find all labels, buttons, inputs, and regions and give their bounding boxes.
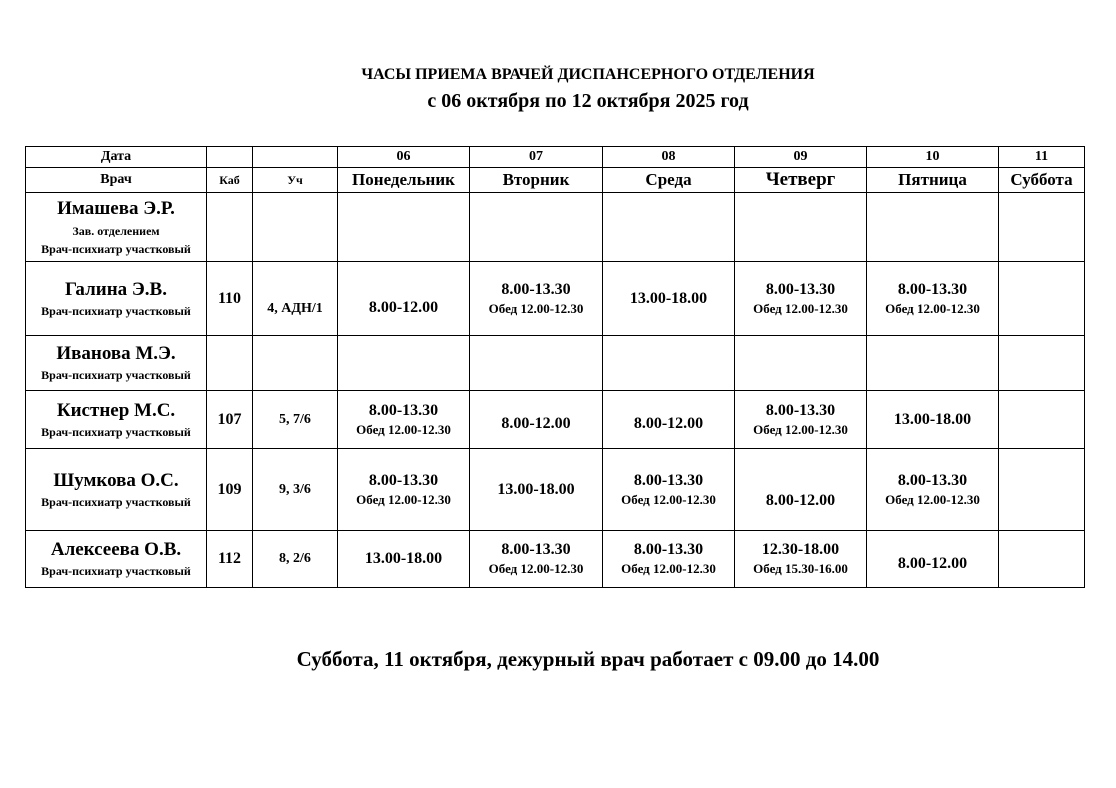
lunch-break: Обед 12.00-12.30 [621,561,716,576]
lunch-break: Обед 12.00-12.30 [621,491,716,507]
doctor-position: Врач-психиатр участковый [41,424,191,439]
lunch-break: Обед 15.30-16.00 [753,561,848,576]
schedule-cell [470,262,603,336]
weekday-header: Вторник [470,168,603,193]
schedule-cell [470,531,603,588]
schedule-cell [603,449,735,531]
hours: 8.00-13.30 [501,280,571,298]
schedule-cell [338,391,470,449]
room-cell: 112 [207,531,253,588]
doctor-cell [26,391,207,449]
doctor-position: Врач-психиатр участковый [41,241,191,256]
lunch-break: Обед 12.00-12.30 [356,491,451,507]
hours: 13.00-18.00 [629,289,708,307]
hours: 8.00-12.00 [765,491,836,509]
district-cell: 5, 7/6 [253,391,338,449]
weekday-header: Понедельник [338,168,470,193]
schedule-cell [735,449,867,531]
hours: 8.00-13.30 [501,541,571,558]
lunch-break: Обед 12.00-12.30 [753,300,848,316]
district-cell: 8, 2/6 [253,531,338,588]
weekday-header: Четверг [735,168,867,193]
date-cell: 10 [867,147,999,168]
doctor-name: Галина Э.В. [65,278,167,300]
hours: 8.00-12.00 [501,415,571,432]
hours: 13.00-18.00 [497,480,575,498]
doctor-cell [26,262,207,336]
schedule-cell [470,449,603,531]
schedule-cell [603,391,735,449]
lunch-break: Обед 12.00-12.30 [885,300,980,316]
dates-row [26,147,1085,168]
hours: 8.00-13.30 [368,401,439,419]
doctor-name: Кистнер М.С. [56,399,176,421]
date-cell: 11 [999,147,1085,168]
date-cell: 08 [603,147,735,168]
doctor-position: Врач-психиатр участковый [41,494,191,509]
hours: 8.00-13.30 [633,541,704,558]
schedule-cell [735,391,867,449]
date-range-subtitle: с 06 октября по 12 октября 2025 год [427,90,749,112]
table-row [26,449,1085,531]
schedule-cell [338,531,470,588]
room-cell: 110 [207,262,253,336]
table-row [26,531,1085,588]
hours: 8.00-13.30 [765,401,836,419]
schedule-cell [735,262,867,336]
lunch-break: Обед 12.00-12.30 [488,561,584,576]
schedule-cell [867,262,999,336]
doctor-name: Шумкова О.С. [53,469,179,491]
doctor-position: Врач-психиатр участковый [41,303,191,318]
hours: 13.00-18.00 [364,550,443,567]
doctor-cell [26,449,207,531]
doctor-position: Врач-психиатр участковый [41,368,191,382]
hours: 8.00-13.30 [633,471,704,489]
hours: 13.00-18.00 [893,410,972,428]
schedule-cell [338,449,470,531]
table-row [26,336,1085,391]
table-row [26,391,1085,449]
district-cell: 4, АДН/1 [253,262,338,336]
room-cell: 107 [207,391,253,449]
schedule-cell [735,531,867,588]
schedule-cell [603,262,735,336]
hours: 8.00-12.00 [368,298,439,316]
doctor-cell [26,336,207,391]
hours: 8.00-13.30 [897,471,968,489]
weekday-header: Среда [603,168,735,193]
hours: 8.00-13.30 [368,471,439,489]
doctor-name: Имашева Э.Р. [57,197,175,219]
hours: 12.30-18.00 [761,541,840,558]
page-title: ЧАСЫ ПРИЕМА ВРАЧЕЙ ДИСПАНСЕРНОГО ОТДЕЛЕНИЯ [361,66,815,83]
district-column-header: Уч [253,168,338,193]
doctor-position: Врач-психиатр участковый [41,564,191,578]
schedule-cell [338,262,470,336]
schedule-cell [867,449,999,531]
weekday-header: Пятница [867,168,999,193]
hours: 8.00-12.00 [633,415,704,432]
doctor-column-header: Врач [26,168,207,193]
doctor-cell [26,531,207,588]
hours: 8.00-12.00 [897,554,968,572]
weekday-header: Суббота [999,168,1085,193]
hours: 8.00-13.30 [765,280,836,298]
lunch-break: Обед 12.00-12.30 [488,300,584,316]
doctor-name: Алексеева О.В. [50,539,182,560]
date-label: Дата [26,147,207,168]
schedule-cell [867,391,999,449]
date-cell: 06 [338,147,470,168]
date-cell: 07 [470,147,603,168]
district-cell: 9, 3/6 [253,449,338,531]
header-row [26,168,1085,193]
lunch-break: Обед 12.00-12.30 [885,491,980,507]
date-cell: 09 [735,147,867,168]
doctor-cell [26,193,207,262]
doctor-name: Иванова М.Э. [56,343,176,364]
hours: 8.00-13.30 [897,280,968,298]
table-row [26,193,1085,262]
lunch-break: Обед 12.00-12.30 [356,421,451,437]
schedule-cell [470,391,603,449]
room-column-header: Каб [207,168,253,193]
doctor-title: Зав. отделением [72,223,160,238]
schedule-table [25,146,1085,588]
table-row [26,262,1085,336]
saturday-duty-note: Суббота, 11 октября, дежурный врач работает с 09.00 до 14.00 [296,647,880,671]
room-cell: 109 [207,449,253,531]
lunch-break: Обед 12.00-12.30 [753,421,848,437]
schedule-cell [867,531,999,588]
schedule-cell [603,531,735,588]
